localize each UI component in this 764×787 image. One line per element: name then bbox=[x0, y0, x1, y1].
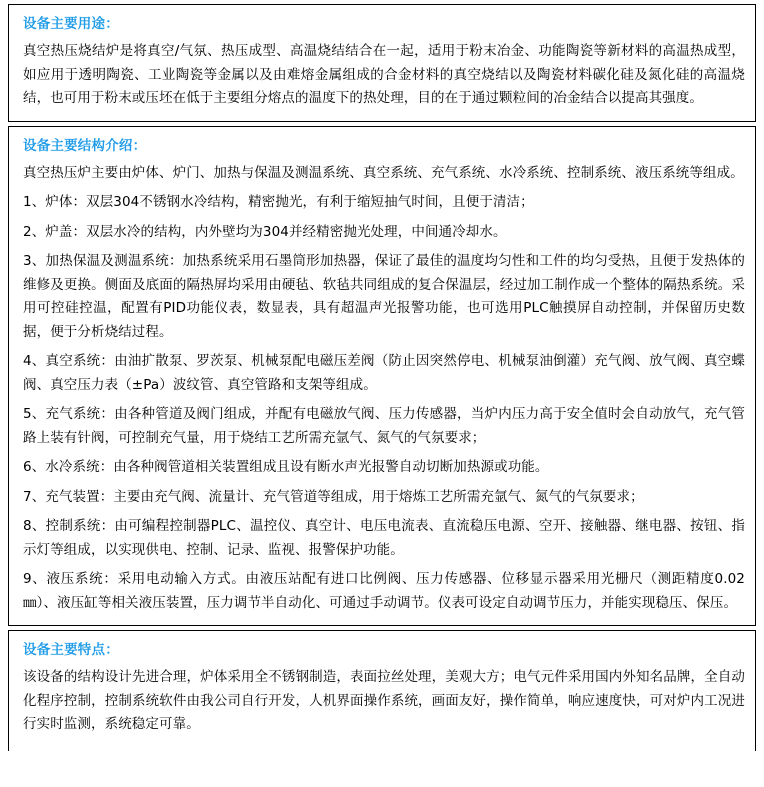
section-usage-heading: 设备主要用途： bbox=[23, 16, 119, 32]
section-features-paragraph-1: 该设备的结构设计先进合理，炉体采用全不锈钢制造，表面拉丝处理，美观大方；电气元件采用国内外知名品牌，全自动化程序控制，控制系统软件由我公司自行开发，人机界面操作系统，画面友好，操作简单，响应速度快，可对炉内工况进行实时监测，系统稳定可靠。 bbox=[23, 669, 745, 732]
section-structure-heading: 设备主要结构介绍： bbox=[23, 137, 147, 154]
structure-item-7-gas-filling-device: 7、充气装置：主要由充气阀、流量计、充气管道等组成，用于熔炼工艺所需充氩气、氮气的气氛要求； bbox=[23, 488, 644, 505]
section-structure bbox=[8, 126, 756, 627]
structure-item-9-hydraulic-system: 9、液压系统：采用电动输入方式。由液压站配有进口比例阀、压力传感器、位移显示器采用光栅尺（测距精度0.02㎜）、液压缸等相关液压装置，压力调节半自动化、可通过手动调节。仪表可设定自动调节压力，并能实现稳压、保压。 bbox=[23, 571, 745, 611]
structure-item-3-heating-insulation-temperature: 3、加热保温及测温系统：加热系统采用石墨筒形加热器，保证了最佳的温度均匀性和工件的均匀受热，且便于发热体的维修及更换。侧面及底面的隔热屏均采用由硬毡、软毡共同组成的复合保温层，经过加工制作成一个整体的隔热系统。采用可控硅控温，配置有PID功能仪表，数显表，具有超温声光报警功能，也可选用PLC触摸屏自动控制，并保留历史数据，便于分析烧结过程。 bbox=[23, 253, 745, 340]
structure-item-5-gas-filling-system: 5、充气系统：由各种管道及阀门组成，并配有电磁放气阀、压力传感器，当炉内压力高于安全值时会自动放气，充气管路上装有针阀，可控制充气量，用于烧结工艺所需充氩气、氮气的气氛要求； bbox=[23, 406, 745, 446]
structure-item-8-control-system: 8、控制系统：由可编程控制器PLC、温控仪、真空计、电压电流表、直流稳压电源、空开、接触器、继电器、按钮、指示灯等组成，以实现供电、控制、记录、监视、报警保护功能。 bbox=[23, 518, 745, 558]
structure-item-4-vacuum-system: 4、真空系统：由油扩散泵、罗茨泵、机械泵配电磁压差阀（防止因突然停电、机械泵油倒灌）充气阀、放气阀、真空蝶阀、真空压力表（±Pa）波纹管、真空管路和支架等组成。 bbox=[23, 353, 745, 393]
structure-item-1-furnace-body: 1、炉体：双层304不锈钢水冷结构，精密抛光，有利于缩短抽气时间，且便于清洁； bbox=[23, 194, 534, 210]
section-features-heading: 设备主要特点： bbox=[23, 642, 119, 658]
section-structure-intro: 真空热压炉主要由炉体、炉门、加热与保温及测温系统、真空系统、充气系统、水冷系统、控制系统、液压系统等组成。 bbox=[23, 164, 744, 181]
section-usage bbox=[8, 4, 756, 122]
section-usage-paragraph-1: 真空热压烧结炉是将真空/气氛、热压成型、高温烧结结合在一起，适用于粉末冶金、功能陶瓷等新材料的高温热成型，如应用于透明陶瓷、工业陶瓷等金属以及由难熔金属组成的合金材料的真空烧结以及陶瓷材料碳化硅及氮化硅的高温烧结，也可用于粉末或压坯在低于主要组分熔点的温度下的热处理，目的在于通过颗粒间的冶金结合以提高其强度。 bbox=[23, 43, 745, 106]
section-features bbox=[8, 630, 756, 751]
structure-item-2-furnace-lid: 2、炉盖：双层水冷的结构，内外壁均为304并经精密抛光处理，中间通冷却水。 bbox=[23, 223, 507, 240]
structure-item-6-water-cooling-system: 6、水冷系统：由各种阀管道相关装置组成且设有断水声光报警自动切断加热源或功能。 bbox=[23, 459, 549, 475]
